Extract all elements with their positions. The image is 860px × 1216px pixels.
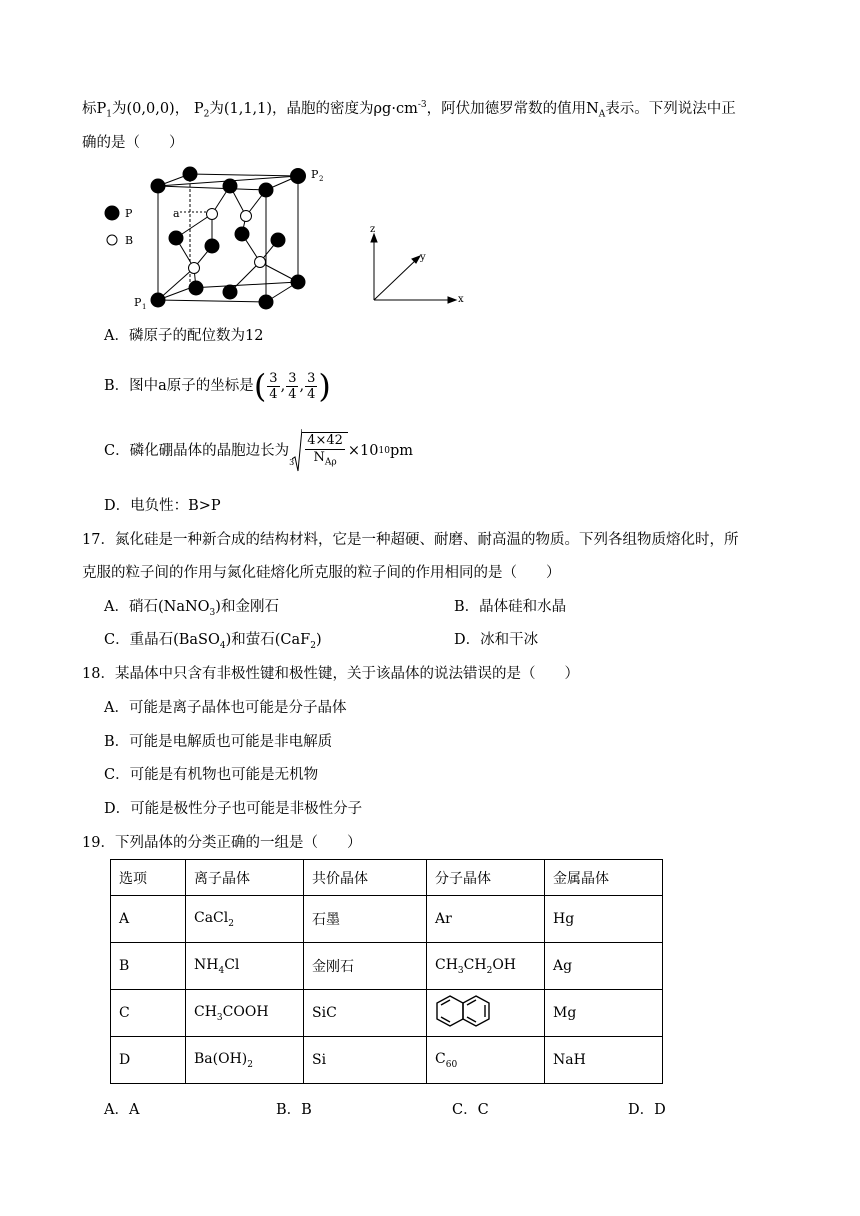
covalent-cell: SiC	[304, 990, 427, 1037]
q17-option-b: B．晶体硅和水晶	[454, 599, 567, 615]
metal-cell: Hg	[545, 896, 663, 943]
q19-answer-d: D．D	[628, 1102, 666, 1118]
q19-stem: 19．下列晶体的分类正确的一组是（ ）	[82, 835, 362, 851]
covalent-cell: Si	[304, 1037, 427, 1084]
svg-text:P: P	[134, 296, 142, 309]
q16-option-c: C．磷化硼晶体的晶胞边长为 3 4×42 $N_{A\rho}$ ×10 10 pm	[104, 428, 413, 474]
molecular-cell: $C_{60}$	[427, 1037, 545, 1084]
table-row	[111, 990, 663, 1037]
crystal-cell-figure	[100, 160, 480, 316]
q19-answer-c: C．C	[452, 1102, 489, 1118]
ionic-cell: $CH_3COOH$	[186, 990, 304, 1037]
header-cell: 分子晶体	[427, 860, 545, 896]
q17-option-a: A．硝石(NaNO$_3$)和金刚石	[104, 599, 279, 618]
option-cell: B	[111, 943, 186, 990]
q17-stem-line1: 17．氮化硅是一种新合成的结构材料，它是一种超硬、耐磨、耐高温的物质。下列各组物质熔化时，所	[82, 532, 739, 548]
svg-text:2: 2	[319, 175, 324, 183]
svg-text:B: B	[125, 234, 134, 247]
q17-option-c: C．重晶石(BaSO$_4$)和萤石(CaF$_2$)	[104, 632, 322, 651]
svg-text:P: P	[125, 207, 133, 220]
cube-root: 3 4×42 $N_{A\rho}$	[289, 429, 348, 473]
classification-table	[110, 859, 663, 1084]
table-row	[111, 896, 663, 943]
metal-cell: NaH	[545, 1037, 663, 1084]
svg-text:1: 1	[142, 303, 147, 311]
naphthalene-structure-icon	[435, 994, 493, 1028]
metal-cell: Ag	[545, 943, 663, 990]
q18-stem: 18．某晶体中只含有非极性键和极性键，关于该晶体的说法错误的是（ ）	[82, 666, 579, 682]
option-cell: C	[111, 990, 186, 1037]
svg-text:x: x	[458, 294, 464, 305]
q17-stem-line2: 克服的粒子间的作用与氮化硅熔化所克服的粒子间的作用相同的是（ ）	[82, 565, 561, 581]
table-header-row	[111, 860, 663, 896]
q16-option-a: A．磷原子的配位数为12	[104, 328, 264, 344]
table-row	[111, 943, 663, 990]
molecular-cell: Ar	[427, 896, 545, 943]
molecular-cell: $CH_3CH_2OH$	[427, 943, 545, 990]
header-cell: 选项	[111, 860, 186, 896]
q19-answer-b: B．B	[276, 1102, 312, 1118]
ionic-cell: $NH_4Cl$	[186, 943, 304, 990]
q18-option-b: B．可能是电解质也可能是非电解质	[104, 734, 333, 750]
q18-option-d: D．可能是极性分子也可能是非极性分子	[104, 801, 363, 817]
q16-option-b: B．图中a原子的坐标是 ( $\frac{3}{4}$ , $\frac{3}{4}$ , $\frac{3}{4}$ )	[104, 367, 331, 405]
covalent-cell: 金刚石	[304, 943, 427, 990]
header-cell: 离子晶体	[186, 860, 304, 896]
q18-option-a: A．可能是离子晶体也可能是分子晶体	[104, 700, 347, 716]
q19-answer-a: A．A	[104, 1102, 140, 1118]
option-cell: A	[111, 896, 186, 943]
svg-text:y: y	[420, 252, 426, 263]
q17-option-d: D．冰和干冰	[454, 632, 539, 648]
option-cell: D	[111, 1037, 186, 1084]
ionic-cell: $Ba(OH)_2$	[186, 1037, 304, 1084]
q16-stem-line1: 标$P_1$为(0,0,0)， $P_2$为(1,1,1)，晶胞的密度为$\rho g\cdot cm^{-3}$，阿伏加德罗常数的值用$N_A$表示。下列说法中正	[82, 100, 736, 120]
header-cell: 金属晶体	[545, 860, 663, 896]
header-cell: 共价晶体	[304, 860, 427, 896]
table-row	[111, 1037, 663, 1084]
q16-stem-line2: 确的是（ ）	[82, 135, 184, 151]
svg-text:P: P	[311, 168, 319, 181]
svg-text:a: a	[173, 207, 180, 220]
q18-option-c: C．可能是有机物也可能是无机物	[104, 767, 319, 783]
svg-text:z: z	[370, 224, 376, 235]
ionic-cell: CaCl$_2$	[186, 896, 304, 943]
molecular-cell	[427, 990, 545, 1037]
metal-cell: Mg	[545, 990, 663, 1037]
q16-option-d: D．电负性：B>P	[104, 498, 221, 514]
covalent-cell: 石墨	[304, 896, 427, 943]
